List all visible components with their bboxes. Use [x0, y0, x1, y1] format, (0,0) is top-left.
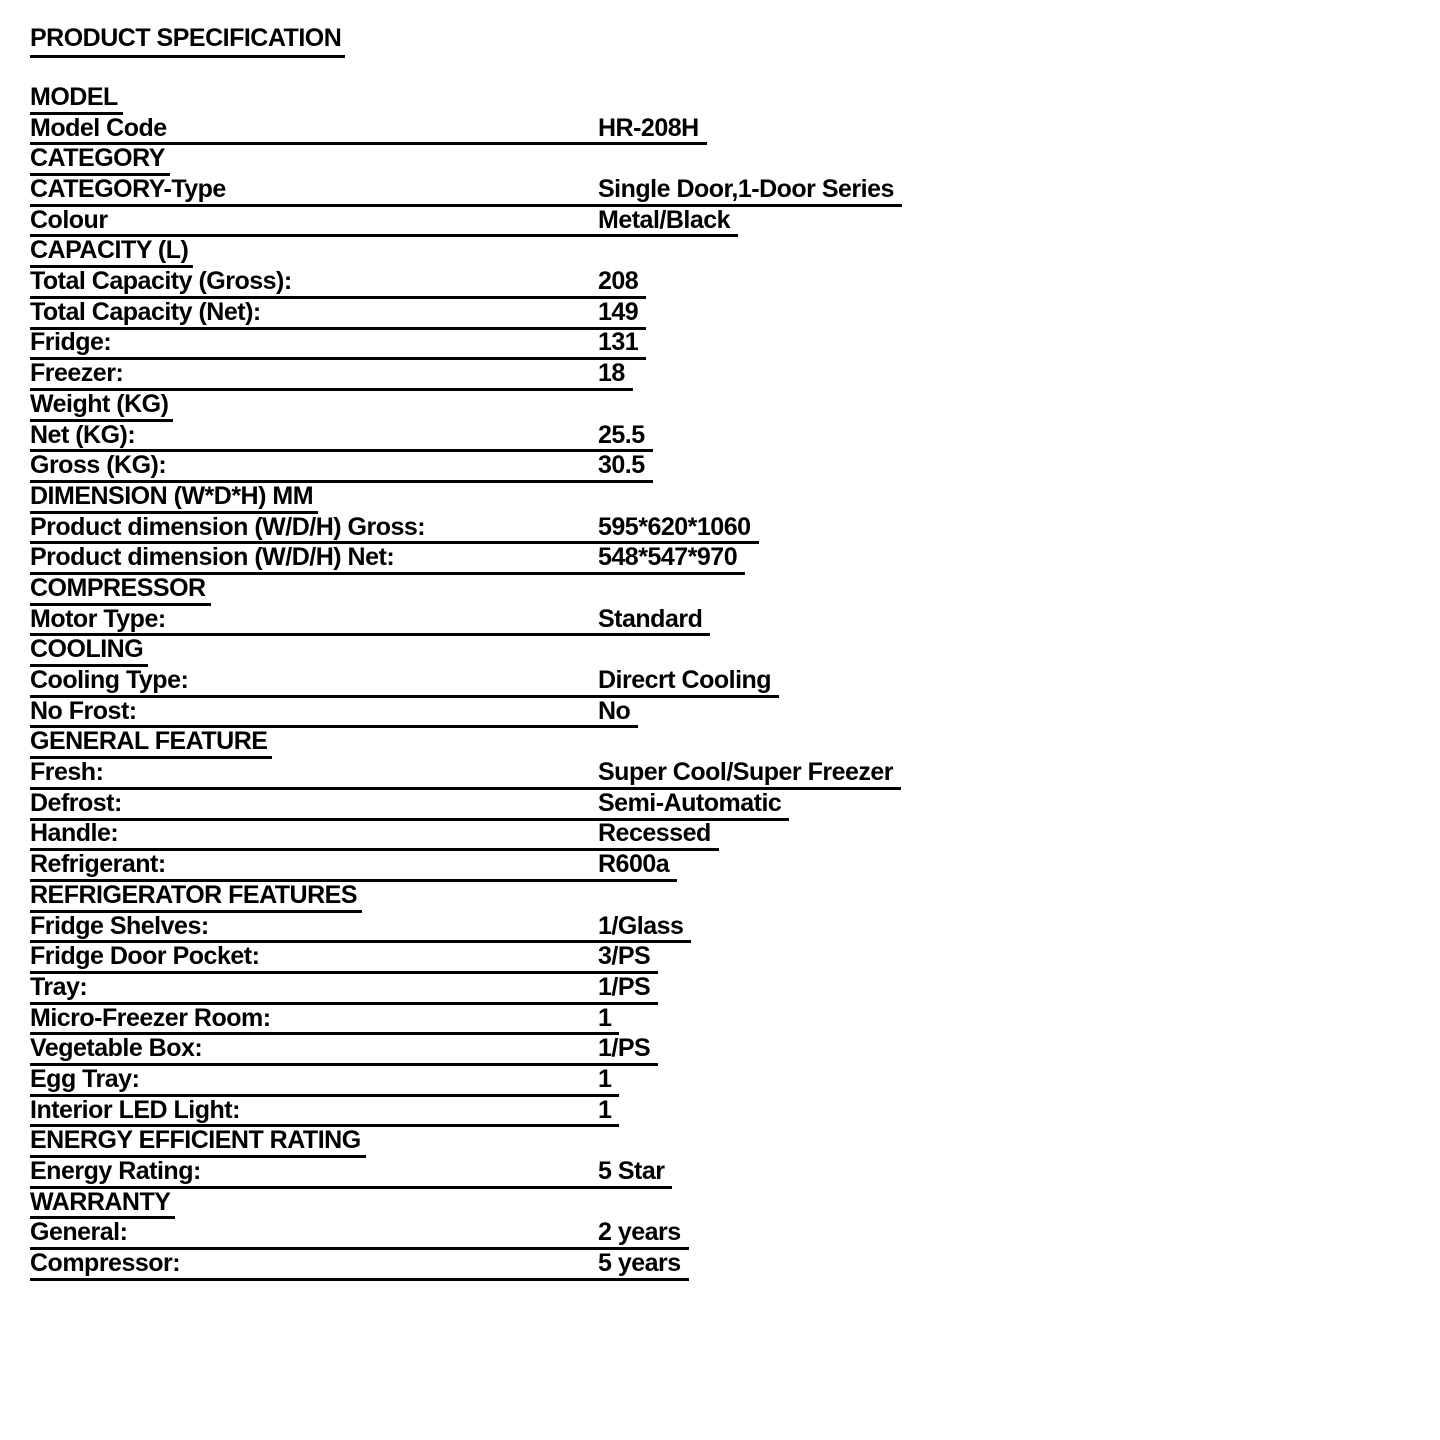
spec-row	[30, 1005, 619, 1036]
spec-row	[30, 422, 653, 453]
spec-value: Semi-Automatic	[598, 788, 782, 817]
spec-value: 1	[598, 1095, 612, 1124]
section-header-row	[30, 145, 1410, 176]
spec-label: Egg Tray:	[30, 1064, 140, 1093]
spec-label: Colour	[30, 205, 108, 234]
section-header: COOLING	[30, 636, 148, 667]
section-header-row	[30, 84, 1410, 115]
spec-value: 1/PS	[598, 972, 651, 1001]
section-header-row	[30, 636, 1410, 667]
section-header: Weight (KG)	[30, 391, 173, 422]
spec-label: Total Capacity (Net):	[30, 297, 261, 326]
spec-label: Fresh:	[30, 758, 104, 787]
spec-row	[30, 667, 779, 698]
spec-label: Energy Rating:	[30, 1157, 201, 1186]
section-header-row	[30, 1127, 1410, 1158]
section-header: COMPRESSOR	[30, 575, 211, 606]
spec-label: Interior LED Light:	[30, 1095, 240, 1124]
spec-value: 149	[598, 297, 639, 326]
spec-value: 3/PS	[598, 942, 651, 971]
spec-label: Fridge Door Pocket:	[30, 942, 260, 971]
spec-row	[30, 1158, 672, 1189]
spec-label: Gross (KG):	[30, 451, 167, 480]
spec-value: Standard	[598, 604, 703, 633]
spec-value: R600a	[598, 850, 670, 879]
section-header: REFRIGERATOR FEATURES	[30, 882, 362, 913]
spec-value: Single Door,1-Door Series	[598, 175, 894, 204]
section-header: CATEGORY	[30, 145, 170, 176]
section-header: GENERAL FEATURE	[30, 728, 272, 759]
spec-row	[30, 115, 707, 146]
spec-row	[30, 330, 646, 361]
spec-value: 595*620*1060	[598, 512, 751, 541]
spec-row	[30, 1035, 658, 1066]
section-header-row	[30, 391, 1410, 422]
spec-label: Fridge Shelves:	[30, 911, 209, 940]
section-header: CAPACITY (L)	[30, 237, 193, 268]
spec-value: 548*547*970	[598, 543, 738, 572]
spec-row	[30, 544, 745, 575]
spec-row	[30, 268, 646, 299]
spec-label: Fridge:	[30, 328, 112, 357]
spec-row	[30, 1097, 619, 1128]
spec-value: Direcrt Cooling	[598, 666, 772, 695]
spec-row	[30, 974, 658, 1005]
spec-value: 30.5	[598, 451, 645, 480]
section-header-row	[30, 575, 1410, 606]
spec-value: 208	[598, 267, 639, 296]
page-title: PRODUCT SPECIFICATION	[30, 24, 345, 58]
spec-label: Net (KG):	[30, 420, 136, 449]
spec-row	[30, 176, 902, 207]
spec-row	[30, 851, 677, 882]
section-header-row	[30, 882, 1410, 913]
spec-row	[30, 821, 719, 852]
spec-label: Freezer:	[30, 359, 124, 388]
spec-value: 2 years	[598, 1218, 681, 1247]
section-header: WARRANTY	[30, 1189, 175, 1220]
section-header: ENERGY EFFICIENT RATING	[30, 1127, 366, 1158]
spec-row	[30, 452, 653, 483]
section-header-row	[30, 237, 1410, 268]
section-header: MODEL	[30, 84, 123, 115]
spec-label: Product dimension (W/D/H) Gross:	[30, 512, 426, 541]
spec-label: Product dimension (W/D/H) Net:	[30, 543, 395, 572]
spec-row	[30, 514, 759, 545]
spec-label: Refrigerant:	[30, 850, 166, 879]
spec-row	[30, 1066, 619, 1097]
section-header-row	[30, 1189, 1410, 1220]
spec-row	[30, 759, 901, 790]
spec-value: Metal/Black	[598, 205, 731, 234]
spec-value: HR-208H	[598, 113, 699, 142]
spec-row	[30, 943, 658, 974]
spec-row	[30, 698, 638, 729]
spec-row	[30, 299, 646, 330]
spec-label: Vegetable Box:	[30, 1034, 203, 1063]
spec-row	[30, 606, 710, 637]
spec-row	[30, 1219, 689, 1250]
spec-row	[30, 790, 789, 821]
spec-label: No Frost:	[30, 696, 137, 725]
spec-row	[30, 207, 738, 238]
spec-value: 1/PS	[598, 1034, 651, 1063]
spec-label: Handle:	[30, 819, 119, 848]
spec-row	[30, 360, 633, 391]
section-header-row	[30, 728, 1410, 759]
spec-label: Compressor:	[30, 1249, 181, 1278]
spec-row	[30, 1250, 689, 1281]
spec-label: Defrost:	[30, 788, 122, 817]
spec-value: No	[598, 696, 631, 725]
spec-value: 1/Glass	[598, 911, 684, 940]
spec-label: Motor Type:	[30, 604, 166, 633]
spec-label: Tray:	[30, 972, 88, 1001]
spec-label: Total Capacity (Gross):	[30, 267, 292, 296]
spec-label: CATEGORY-Type	[30, 175, 226, 204]
spec-value: 1	[598, 1003, 612, 1032]
spec-value: 5 years	[598, 1249, 681, 1278]
spec-value: 25.5	[598, 420, 645, 449]
spec-row	[30, 913, 691, 944]
spec-value: 131	[598, 328, 639, 357]
section-header: DIMENSION (W*D*H) MM	[30, 483, 318, 514]
section-header-row	[30, 483, 1410, 514]
spec-label: Model Code	[30, 113, 167, 142]
spec-value: 5 Star	[598, 1157, 665, 1186]
spec-table	[30, 84, 1410, 1281]
spec-label: Cooling Type:	[30, 666, 189, 695]
spec-value: 1	[598, 1064, 612, 1093]
spec-label: Micro-Freezer Room:	[30, 1003, 271, 1032]
spec-label: General:	[30, 1218, 128, 1247]
spec-value: 18	[598, 359, 625, 388]
spec-value: Recessed	[598, 819, 711, 848]
spec-value: Super Cool/Super Freezer	[598, 758, 894, 787]
